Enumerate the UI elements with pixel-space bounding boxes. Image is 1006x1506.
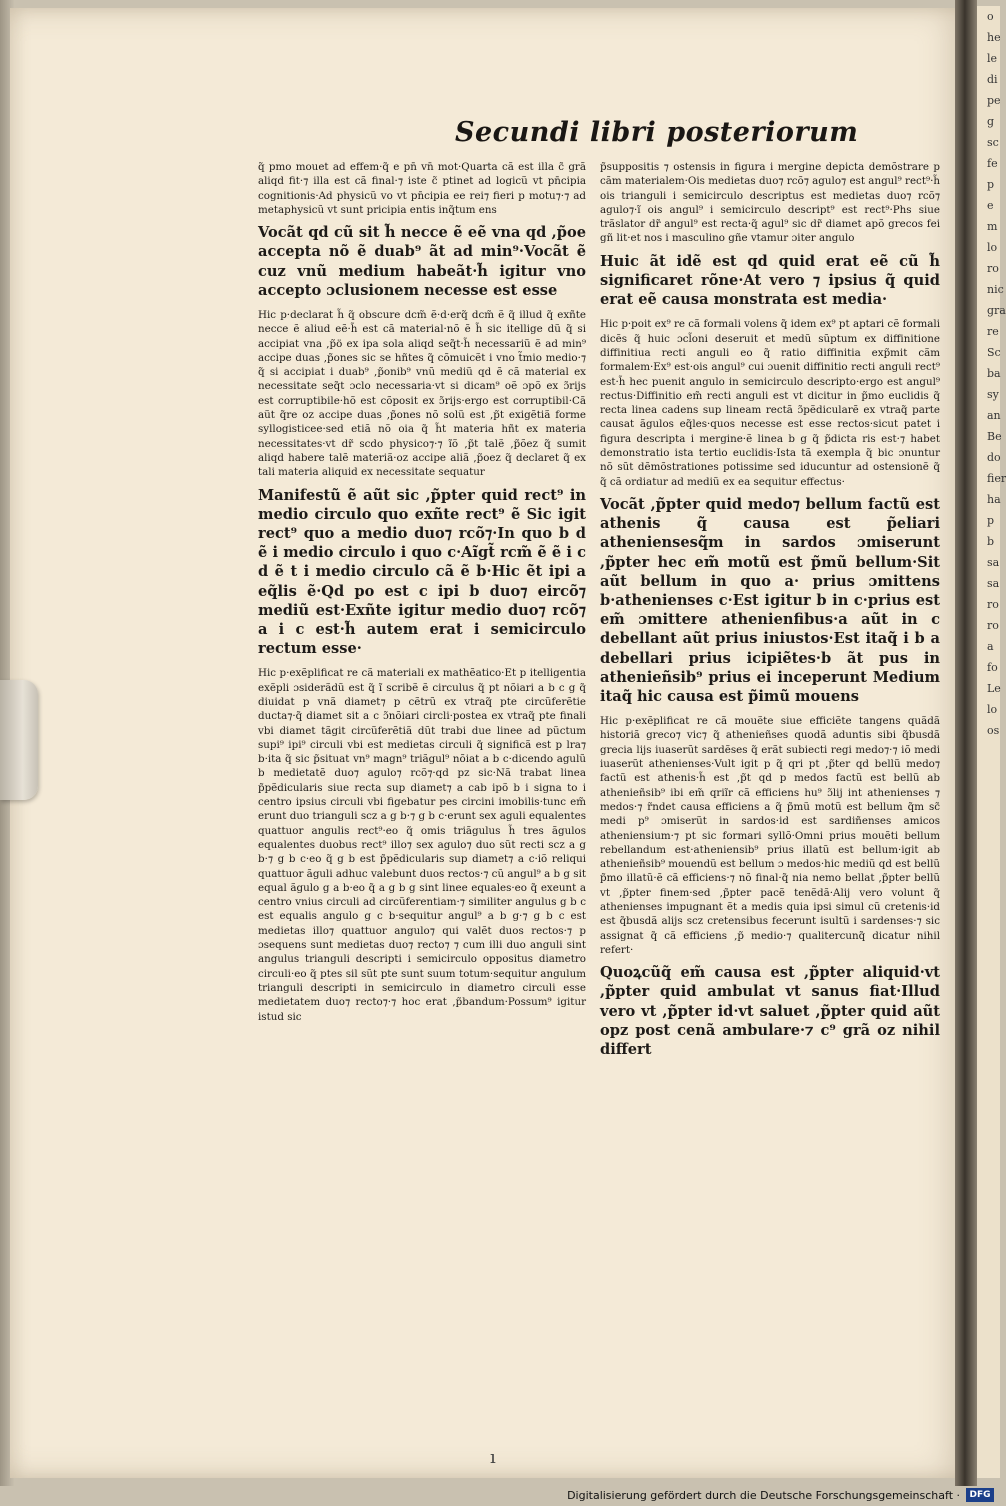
commentary-paragraph: q̃ pmo mouet ad effem·q̃ e pn̄ vn̄ mot·Quarta cã est illa c̃ grã aliqd fit·⁊ illa est cã final·⁊ iste c̃ ptinet ad logicũ vt pn̄cipia cognitionis·Ad physicũ vo vt pn̄cipia ee rei⁊ fieri p motu⁊·⁊ ad metaphysicũ vt sunt pricipia entis inq̃tum ens [258,161,586,216]
dfg-logo: DFG [966,1488,994,1502]
facing-page-fragment: sy [987,388,999,401]
facing-page-fragment: Sc [987,346,1001,359]
footer-funding-note: Digitalisierung gefördert durch die Deutsche Forschungsgemeinschaft · [567,1489,960,1502]
facing-page-fragment: e [987,199,994,212]
facing-page-fragment: re [987,325,999,338]
commentary-paragraph: p̃suppositis ⁊ ostensis in figura i mergine depicta demõstrare p cãm materialem·Ois medietas duo⁊ rcõ⁊ agulo⁊ est angul⁹ rect⁹·h̃ ois trianguli i semicirculo descriptus est medietas duo⁊ rcõ⁊ agulo⁊·ĩ ois angul⁹ i semicirculo descript⁹ est rect⁹·Phs siue trãslator dr̃ angul⁹ est recta·q̃ agul⁹ sic dr̃ diamet apõ grecos fei gñ lit·et nos i masculino gñe vtamur ɔiter angulo [600,161,940,245]
facing-page-edge [977,6,1006,1478]
facing-page-fragment: do [987,451,1001,464]
facing-page-fragment: ro [987,262,999,275]
book-gutter [955,0,977,1506]
commentary-paragraph: Hic p·poit ex⁹ re cã formali volens q̃ idem ex⁹ pt aptari cẽ formali dicẽs q̃ huic ɔcl̃oni deseruit et medũ sũptum ex diffinitione diffinitiua recti anguli eo q̃ ratio diffinitia exp̃mit cãm formalem·Ex⁹ est·ois angul⁹ cui ɔuenit diffinitio recti anguli rect⁹ est·h̃ hec puenit angulo in semicirculo descripto·ergo est angul⁹ rectus·Diffinitio em̃ recti anguli est vt dicitur in p̃mo euclidis q̃ recta linea cadens sup lineam rectã ɔ̃pẽdicularẽ ex vtraq̃ parte causat ãgulos eq̃les·quos necesse est esse rectos·sicut patet i figura descripta i mergine·ẽ linea b g q̃ p̃dicta ris est·⁊ habet demonstratio ista tertio euclidis·Ista tã exempla q̃ bic ɔnuntur nõ sũt dẽmõstrationes potissime sed iducuntur ad ostensionẽ q̃ q̃ cã ordiatur ad mediũ ex ea sequitur effectus· [600,318,940,488]
facing-page-fragment: sc [987,136,999,149]
facing-page-fragment: os [987,724,1000,737]
facing-page-fragment: lo [987,241,998,254]
facing-page-fragment: sa [987,556,1000,569]
facing-page-fragment: sa [987,577,1000,590]
commentary-paragraph: Hic p·exẽplificat re cã mouẽte siue efficiẽte tangens quãdã historiã greco⁊ vic⁊ q̃ athenieñses quodã aduntis sibi q̃busdã grecia lijs iuaserũt sardẽses q̃ erãt subiecti regi medo⁊·⁊ iõ medi iuaserũt athenienses·Vult igit p q̃ qri pt ,p̃ter qd bellũ medo⁊ factũ est athenis·h̃ est ,p̃t qd p medos factũ est bellũ ab athenieñsib⁹ ibi em̃ qriĩr cã efficiens hu⁹ ɔ̃lij int athenienses ⁊ medos·⁊ r̃ndet causa efficiens a q̃ p̃mũ motũ est bellum q̃m sc̃ medi p⁹ ɔmiserũt in sardos·id est sardiñenses amicos atheniensium·⁊ pt sic formari syllõ·Omni prius mouẽti bellum rebellandum est·atheniensib⁹ prius illatũ est bellum·igit ab athenieñsib⁹ mouendũ est bellum ɔ medos·hic mediũ qd est bellũ p̃mo illatũ·ẽ cã efficiens·⁊ nõ final·q̃ nia nemo bellat ,p̃pter bellũ vt ,p̃pter finem·sed ,p̃pter pacẽ tenẽdã·Alij vero volunt q̃ athenienses impugnant ẽt a medis quia ipsi simul cũ cretenis·id est q̃busdã alijs scz cretensibus fecerunt isultũ i sardenses·⁊ sic assignat q̃ cã efficiens ,p̃ medio·⁊ qualitercunq̃ dicatur nihil refert· [600,715,940,956]
facing-page-fragment: nic [987,283,1004,296]
facing-page-fragment: o [987,10,994,23]
facing-page-fragment: fier [987,472,1006,485]
facing-page-fragment: gra [987,304,1006,317]
commentary-paragraph: Hic p·exẽplificat re cã materiali ex mathẽatico·Et p itelligentia exẽpli ɔsiderãdũ est q̃ ĩ scribẽ ẽ circulus q̃ pt nõiari a b c g q̃ diuidat p vnã diamet⁊ p cẽtrũ ex vtraq̃ pte circũferẽtie ducta⁊·q̃ diamet sit a c ɔ̃nõiari circli·postea ex vtraq̃ pte finali vbi diamet tãgit circũferẽtiã dũt trabi due linee ad pũctum supi⁹ ipi⁹ circuli vbi est medietas circuli q̃ significã est p lra⁊ b·ita q̃ sic p̃situat vn⁹ magn⁹ triãgul⁹ nõiat a b c·dicendo agulũ b medietatẽ duo⁊ agulo⁊ rcõ⁊·qd pz sic·Nã trabat linea p̃pẽdicularis siue recta sup diamet⁊ a cab ipõ b i signa to i centro ipsius circuli vbi figebatur pes circini imobilis·tunc em̃ erunt duo trianguli scz a g b·⁊ g b c·erunt sex aguli equalentes quattuor angulis rect⁹·eo q̃ omis triãgulus h̃ tres ãgulos equalentes duobus rect⁹ illo⁊ sex agulo⁊ duo sũt recti scz a g b·⁊ g b c·eo q̃ g b est p̃pẽdicularis sup diamet⁊ a c·iõ reliqui quattuor ãguli adhuc valebunt duos rectos·⁊ cũ angul⁹ a b g sit equal ãgulo g a b·eo q̃ a g b g sint linee equales·eo q̃ exeunt a centro vnius circuli ad circũferentiam·⁊ similiter angulus g b c est equalis angulo g c b·sequitur angul⁹ a b g·⁊ g b c est medietas illo⁊ quattuor angulo⁊ qui valẽt duos rectos·⁊ p ɔsequens sunt medietas duo⁊ recto⁊ ⁊ cum illi duo anguli sint angulus trianguli descripti i semicirculo oppositus diametro circuli·eo q̃ ptes sil sũt pte sunt suum totum·sequitur angulum trianguli descripti in semicirculo in diametro circuli esse medietatem duo⁊ recto⁊·⁊ hoc erat ,p̃bandum·Possum⁹ igitur istud sic [258,667,586,1023]
facing-page-fragment: fo [987,661,998,674]
facing-page-fragment: m [987,220,998,233]
facing-page-fragment: Be [987,430,1002,443]
main-text-paragraph: Manifestũ ẽ aũt sic ,p̃pter quid rect⁹ in medio circulo quo exñte rect⁹ ẽ Sic igit rect⁹ quo a medio duo⁊ rcõ⁊·In quo b d ẽ i medio circulo i quo c·Aĩgt̃ rcm̃ ẽ ẽ i c d ẽ t i medio circulo cã ẽ b·Hic ẽt ipi a eq̃lis ẽ·Qd po est c ipi b duo⁊ eircõ⁊ mediũ est·Exñte igitur medio duo⁊ rcõ⁊ a i c est·h̃ autem erat i semicirculo rectum esse· [258,486,586,658]
main-text-paragraph: Vocãt ,p̃pter quid medo⁊ bellum factũ est athenis q̃ causa est p̃eliari atheniensesq̃m in sardos ɔmiserunt ,p̃pter hec em̃ motũ est p̃mũ bellum·Sit aũt bellum in quo a· prius ɔmittens b·athenienses c·Est igitur b in c·prius est em̃ ɔmittere athenienfibus·a aũt in c debellant aũt prius iniustos·Est itaq̃ i b a debellari prius icipiẽtes·b ãt pus in athenieñsib⁹ prius ei inceperunt Medium itaq̃ hic causa est p̃imũ mouens [600,495,940,705]
facing-page-fragment: le [987,52,998,65]
cradle-strap [0,680,38,800]
main-text-paragraph: Quoꝝcũq̃ em̃ causa est ,p̃pter aliquid·vt ,p̃pter quid ambulat vt sanus fiat·Illud vero vt ,p̃pter id·vt saluet ,p̃pter quid aũt opz post cenã ambulare·⁊ c⁹ grã oz nihil differt [600,964,940,1059]
facing-page-fragment: Le [987,682,1001,695]
running-head: Secundi libri posteriorum [455,117,859,148]
facing-page-fragment: p [987,514,995,527]
main-text-paragraph: Vocãt qd cũ sit h̃ necce ẽ eẽ vna qd ,p̃oe accepta nõ ẽ duab⁹ ãt ad min⁹·Vocãt ẽ cuz vnũ medium habeãt·h̃ igitur vno accepto ɔclusionem necesse est esse [258,224,586,299]
commentary-paragraph: Hic p·declarat h̃ q̃ obscure dcm̃ ẽ·d·erq̃ dcm̃ ẽ q̃ illud q̃ exñte necce ẽ aliud eẽ·h̃ est cã material·nõ ẽ h̃ sic itellige dũ q̃ si accipiat vna ,p̃ö ex ipa sola aliqd seq̃t·h̃ necessariũ ẽ ad min⁹ accipe duas ,p̃ones sic se hñtes q̃ cõmuicẽt i vno t̃mio medio·⁊ q̃ si accipiat i duab⁹ ,p̃onib⁹ vnũ mediũ qd ẽ cã material ex necessitate seq̃t ɔclo necessaria·vt si dicam⁹ oẽ ɔpõ ex ɔ̃rijs est corruptibile·hõ est cõposit ex ɔ̃rijs·ergo est corruptibil·Cã aũt q̃re oz accipe duas ,p̃ones nõ solũ est ,p̃t exigẽtiã forme syllogisticee·sed etiã nõ oia q̃ h̃t materia hñt ex materia necessitates·vt dr̃ scdo physico⁊·⁊ ĩõ ,p̃t talẽ ,p̃õez q̃ sumit aliqd habere talẽ materiã·oz accipe aliã ,p̃oez q̃ declaret q̃ ex tali materia aliquid ex necessitate sequatur [258,309,586,479]
facing-page-fragment: lo [987,703,998,716]
facing-page-fragment: an [987,409,1001,422]
facing-page-fragment: di [987,73,998,86]
facing-page-fragment: ro [987,619,999,632]
facing-page-fragment: p [987,178,995,191]
facing-page-fragment: ro [987,598,999,611]
page-mark: ı [490,1447,496,1468]
facing-page-fragment: ba [987,367,1001,380]
facing-page-fragment: he [987,31,1001,44]
facing-page-fragment: fe [987,157,998,170]
main-text-paragraph: Huic ãt idẽ est qd quid erat eẽ cũ h̃ significaret rõne·At vero ⁊ ipsius q̃ quid erat eẽ causa monstrata est media· [600,252,940,309]
left-text-column [258,160,586,1030]
facing-page-fragment: ha [987,493,1001,506]
right-text-column [600,160,940,1067]
facing-page-fragment: a [987,640,994,653]
facing-page-fragment: b [987,535,995,548]
facing-page-fragment: pe [987,94,1001,107]
facing-page-fragment: g [987,115,995,128]
